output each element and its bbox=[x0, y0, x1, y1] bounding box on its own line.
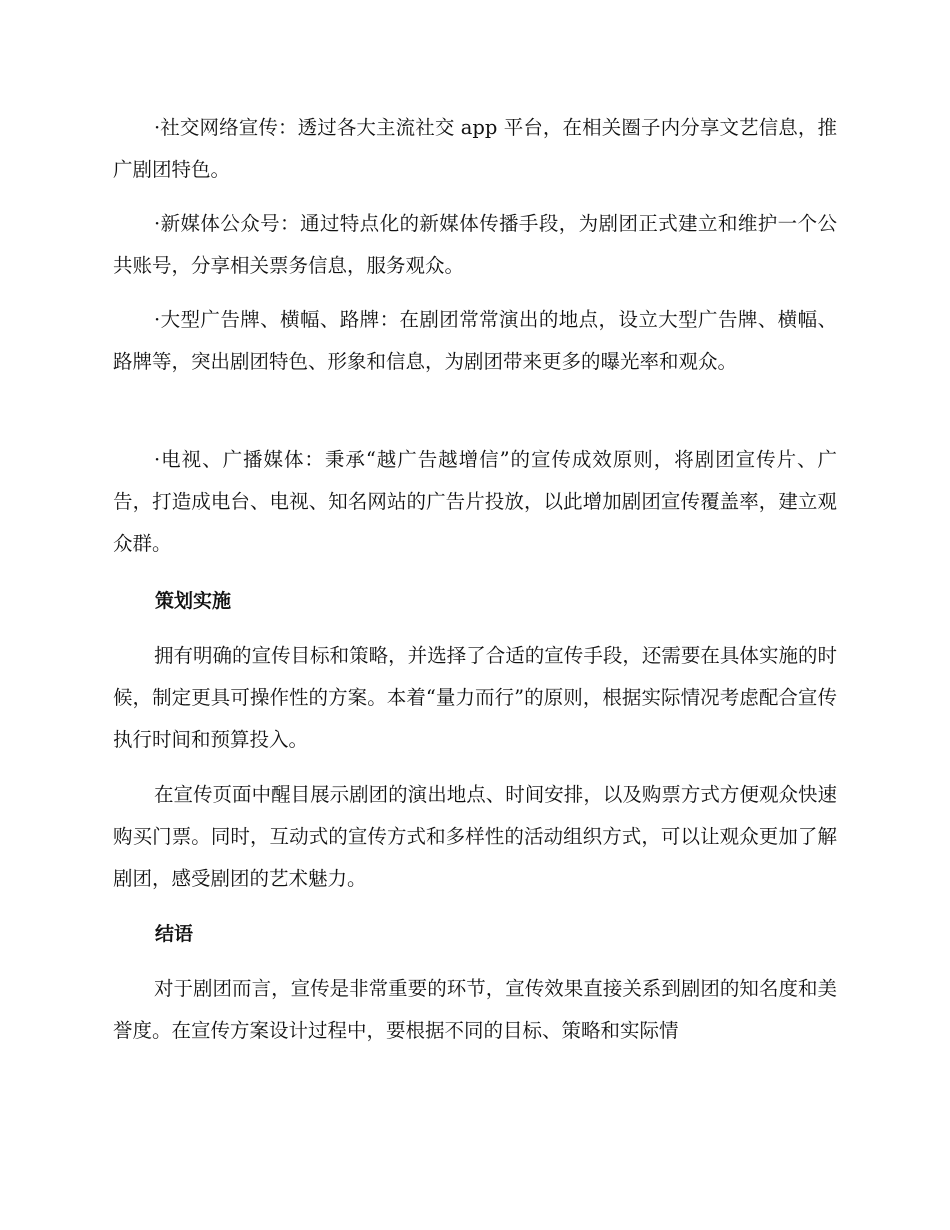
conclusion-paragraph: 对于剧团而言，宣传是非常重要的环节，宣传效果直接关系到剧团的知名度和美誉度。在宣传方案设计过程中，要根据不同的目标、策略和实际情 bbox=[113, 977, 837, 1042]
bullet-billboards: ·大型广告牌、横幅、路牌：在剧团常常演出的地点，设立大型广告牌、横幅、路牌等，突出剧团特色、形象和信息，为剧团带来更多的曝光率和观众。 bbox=[113, 308, 837, 373]
bullet-social-network: ·社交网络宣传：透过各大主流社交 app 平台，在相关圈子内分享文艺信息，推广剧团特色。 bbox=[113, 116, 837, 181]
plan-paragraph-2: 在宣传页面中醒目展示剧团的演出地点、时间安排，以及购票方式方便观众快速购买门票。同时，互动式的宣传方式和多样性的活动组织方式，可以让观众更加了解剧团，感受剧团的艺术魅力。 bbox=[113, 783, 837, 890]
plan-paragraph-1: 拥有明确的宣传目标和策略，并选择了合适的宣传手段，还需要在具体实施的时候，制定更具可操作性的方案。本着“量力而行”的原则，根据实际情况考虑配合宣传执行时间和预算投入。 bbox=[113, 644, 837, 751]
section-heading-plan: 策划实施 bbox=[155, 590, 232, 612]
section-heading-conclusion: 结语 bbox=[155, 923, 194, 945]
bullet-new-media: ·新媒体公众号：通过特点化的新媒体传播手段，为剧团正式建立和维护一个公共账号，分享相关票务信息，服务观众。 bbox=[113, 212, 837, 277]
bullet-tv-radio: ·电视、广播媒体：秉承“越广告越增信”的宣传成效原则，将剧团宣传片、广告，打造成电台、电视、知名网站的广告片投放，以此增加剧团宣传覆盖率，建立观众群。 bbox=[113, 448, 837, 555]
